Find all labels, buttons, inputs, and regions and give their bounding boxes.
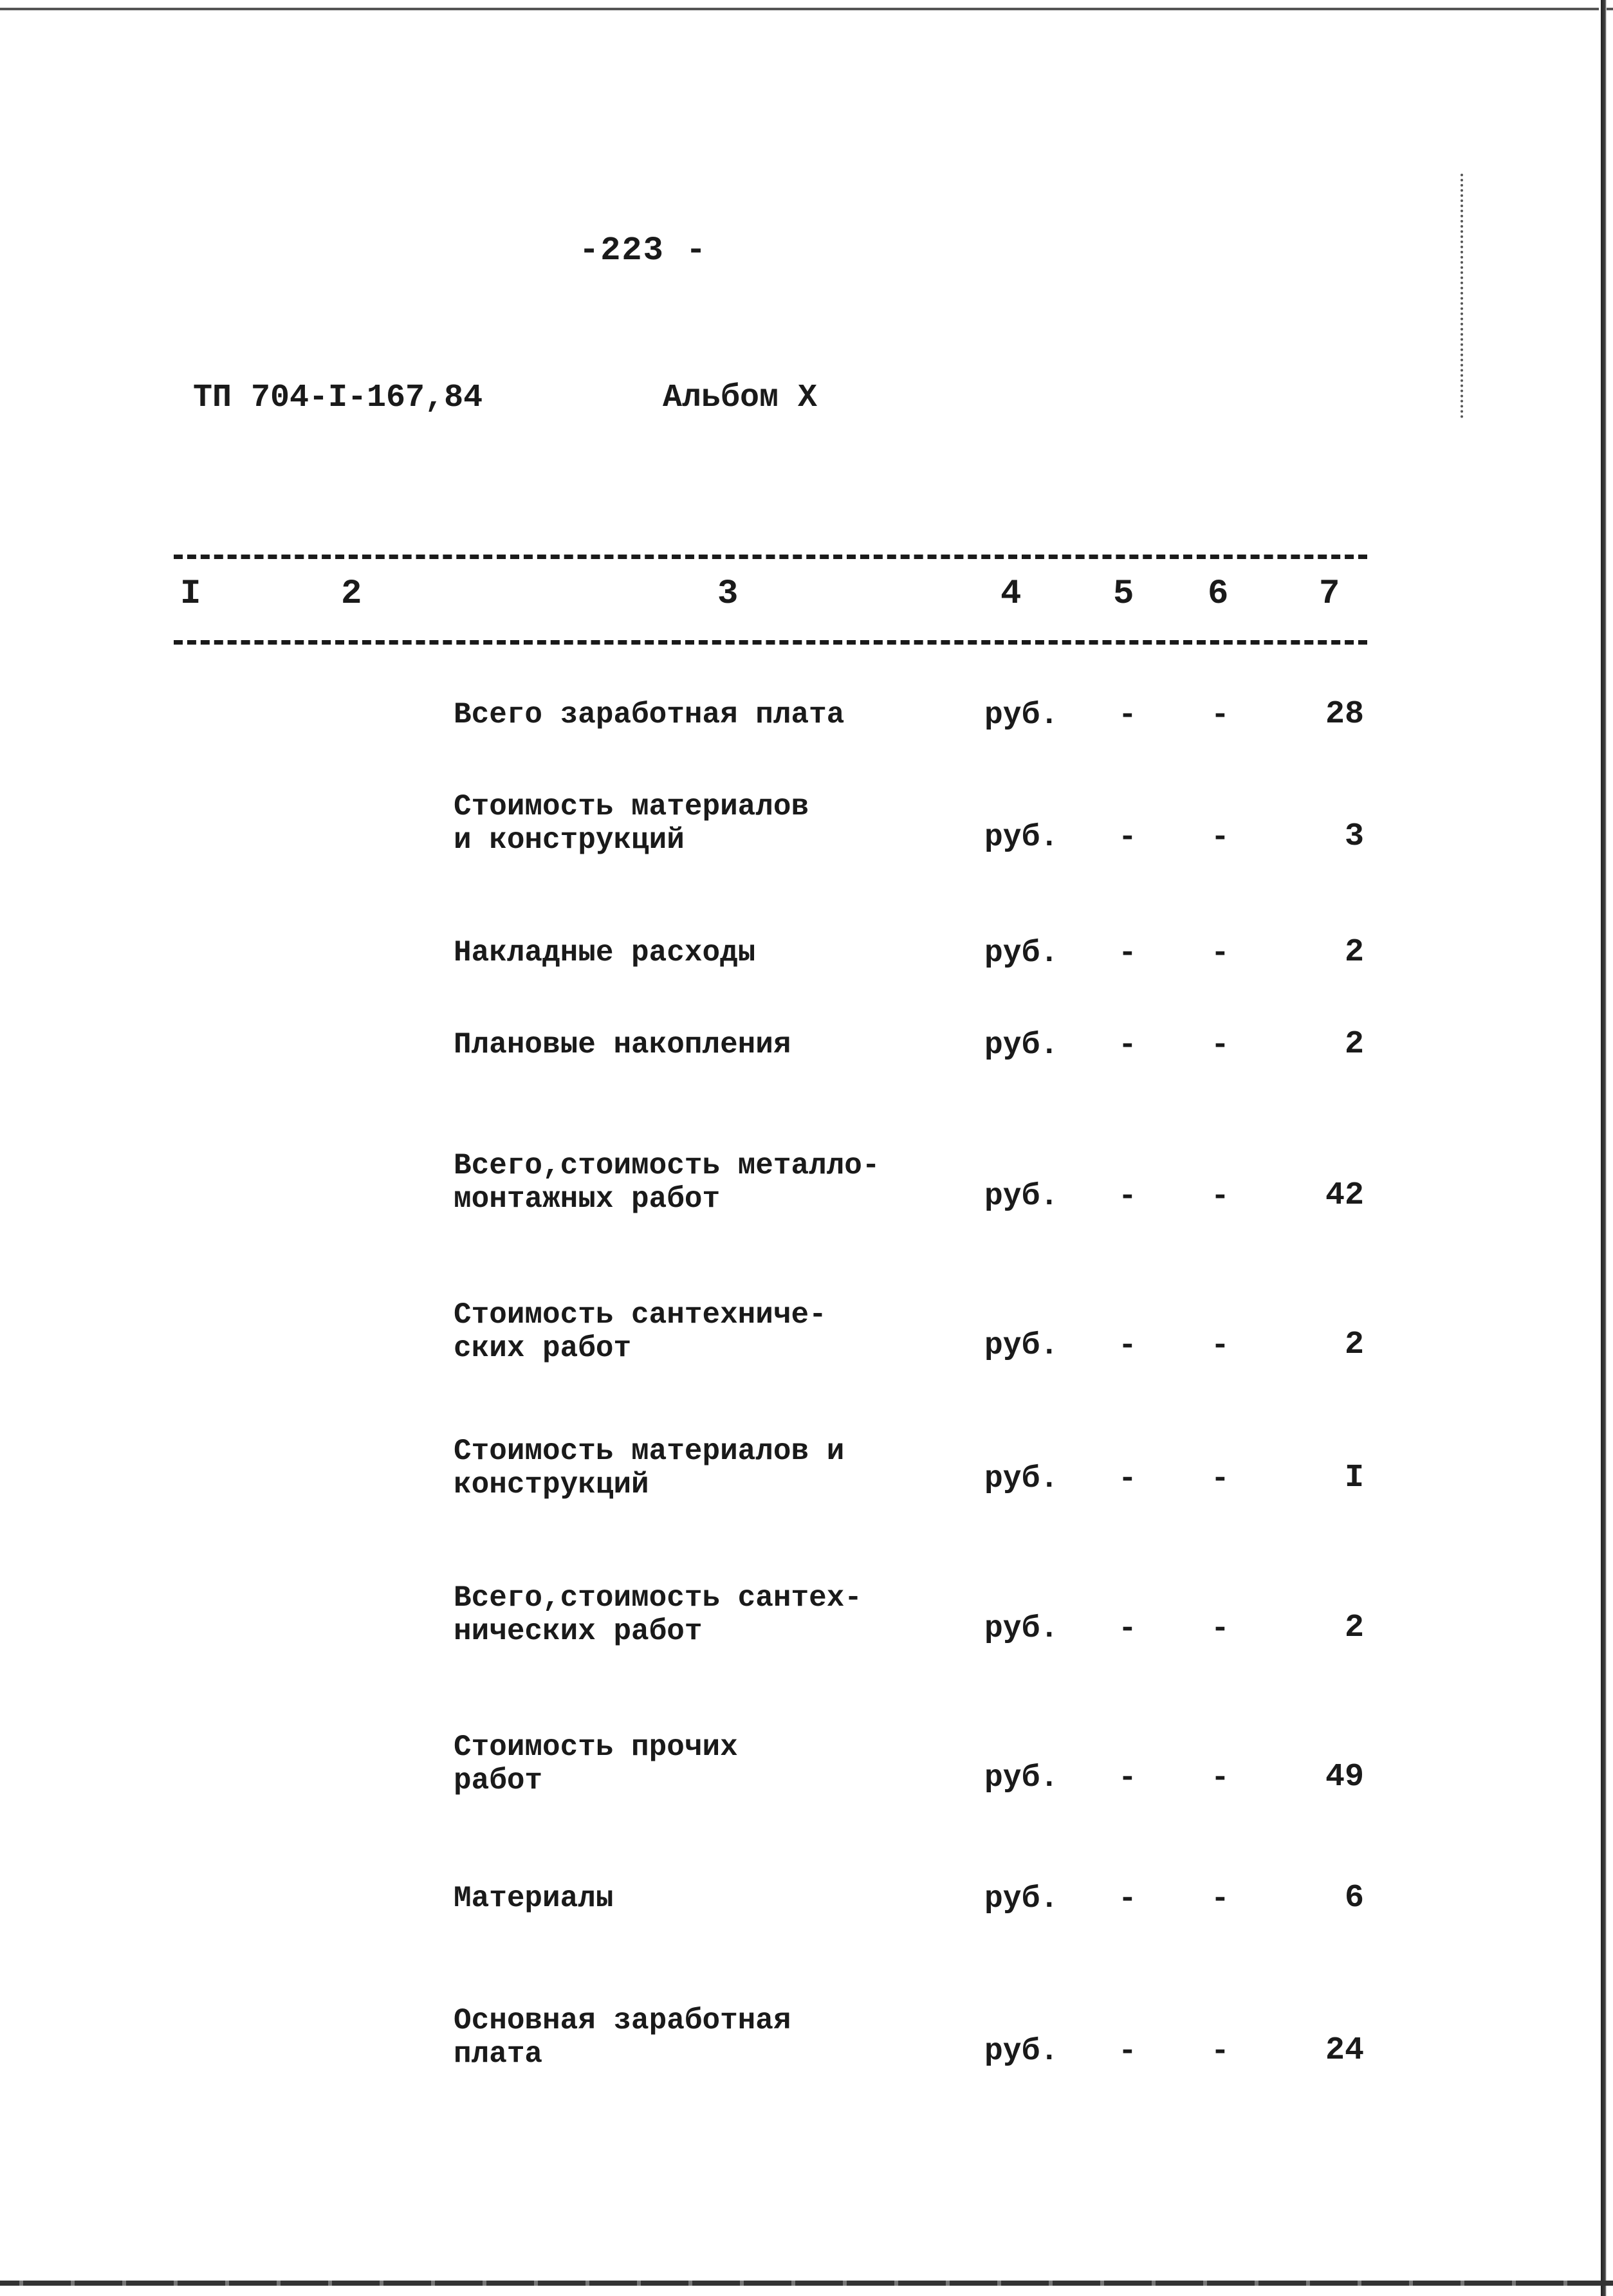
row-description-line: Всего заработная плата — [454, 698, 845, 731]
row-description-line: монтажных работ — [454, 1182, 721, 1216]
table-top-rule — [174, 555, 1367, 559]
row-unit: руб. — [984, 820, 1059, 855]
row-unit: руб. — [984, 1882, 1059, 1916]
row-col5: - — [1118, 2034, 1137, 2069]
row-col6: - — [1211, 936, 1230, 971]
row-value: 2 — [1344, 1610, 1364, 1646]
row-col6: - — [1211, 1882, 1230, 1916]
row-description-line: нических работ — [454, 1615, 703, 1648]
row-unit: руб. — [984, 2034, 1059, 2069]
row-col5: - — [1118, 1761, 1137, 1795]
row-description-line: ских работ — [454, 1332, 632, 1365]
column-number-6: 6 — [1208, 574, 1229, 614]
row-unit: руб. — [984, 1761, 1059, 1795]
document-reference: ТП 704-I-167,84 — [193, 380, 483, 416]
right-border — [1599, 0, 1607, 2296]
table-header-rule — [174, 640, 1367, 645]
row-col5: - — [1118, 820, 1137, 855]
row-description-line: Плановые накопления — [454, 1028, 791, 1061]
row-description — [454, 1028, 955, 1061]
row-col5: - — [1118, 1179, 1137, 1214]
row-unit: руб. — [984, 1028, 1059, 1063]
row-value: 2 — [1344, 1026, 1364, 1063]
row-description-line: и конструкций — [454, 823, 685, 857]
row-description — [454, 790, 955, 857]
row-description-line: работ — [454, 1764, 543, 1797]
column-number-2: 2 — [341, 574, 362, 614]
row-unit: руб. — [984, 1612, 1059, 1646]
row-col5: - — [1118, 1462, 1137, 1496]
row-col5: - — [1118, 698, 1137, 733]
row-description — [454, 1298, 955, 1365]
row-col5: - — [1118, 1612, 1137, 1646]
row-description — [454, 1581, 955, 1648]
page-number: -223 - — [579, 232, 708, 270]
row-col6: - — [1211, 1761, 1230, 1795]
row-col5: - — [1118, 1882, 1137, 1916]
row-unit: руб. — [984, 1328, 1059, 1363]
row-description-line: конструкций — [454, 1468, 649, 1502]
row-col6: - — [1211, 1462, 1230, 1496]
column-number-4: 4 — [1000, 574, 1022, 614]
row-description-line: Материалы — [454, 1882, 614, 1915]
row-description — [454, 698, 955, 731]
top-border — [0, 8, 1613, 10]
column-number-1: I — [180, 574, 201, 614]
row-unit: руб. — [984, 1462, 1059, 1496]
row-description-line: Основная заработная — [454, 2004, 791, 2037]
row-description — [454, 1149, 955, 1216]
bottom-border — [0, 2281, 1613, 2286]
row-value: 6 — [1344, 1880, 1364, 1916]
row-description — [454, 1882, 955, 1915]
row-description — [454, 936, 955, 969]
column-number-7: 7 — [1319, 574, 1340, 614]
row-value: I — [1344, 1460, 1364, 1496]
row-col6: - — [1211, 1179, 1230, 1214]
row-value: 28 — [1325, 696, 1364, 733]
row-value: 42 — [1325, 1177, 1364, 1214]
row-col5: - — [1118, 936, 1137, 971]
row-description-line: Стоимость материалов — [454, 790, 809, 823]
row-description-line: Всего,стоимость сантех- — [454, 1581, 862, 1615]
row-col5: - — [1118, 1328, 1137, 1363]
row-col6: - — [1211, 2034, 1230, 2069]
row-unit: руб. — [984, 1179, 1059, 1214]
row-value: 24 — [1325, 2032, 1364, 2069]
row-value: 2 — [1344, 934, 1364, 971]
row-description-line: плата — [454, 2037, 543, 2071]
row-col6: - — [1211, 1612, 1230, 1646]
row-col6: - — [1211, 698, 1230, 733]
row-value: 3 — [1344, 818, 1364, 855]
row-description-line: Накладные расходы — [454, 936, 756, 969]
row-unit: руб. — [984, 936, 1059, 971]
row-description-line: Стоимость материалов и — [454, 1435, 845, 1468]
album-label: Альбом X — [663, 380, 818, 416]
row-value: 49 — [1325, 1759, 1364, 1795]
column-number-5: 5 — [1113, 574, 1134, 614]
row-description — [454, 2004, 955, 2071]
row-description-line: Стоимость прочих — [454, 1731, 738, 1764]
row-value: 2 — [1344, 1327, 1364, 1363]
row-description — [454, 1731, 955, 1797]
row-unit: руб. — [984, 698, 1059, 733]
row-description — [454, 1435, 955, 1502]
row-description-line: Всего,стоимость металло- — [454, 1149, 880, 1182]
row-col5: - — [1118, 1028, 1137, 1063]
row-col6: - — [1211, 1028, 1230, 1063]
row-description-line: Стоимость сантехниче- — [454, 1298, 827, 1332]
frame-mark — [1461, 174, 1466, 418]
column-number-3: 3 — [717, 574, 739, 614]
row-col6: - — [1211, 1328, 1230, 1363]
row-col6: - — [1211, 820, 1230, 855]
